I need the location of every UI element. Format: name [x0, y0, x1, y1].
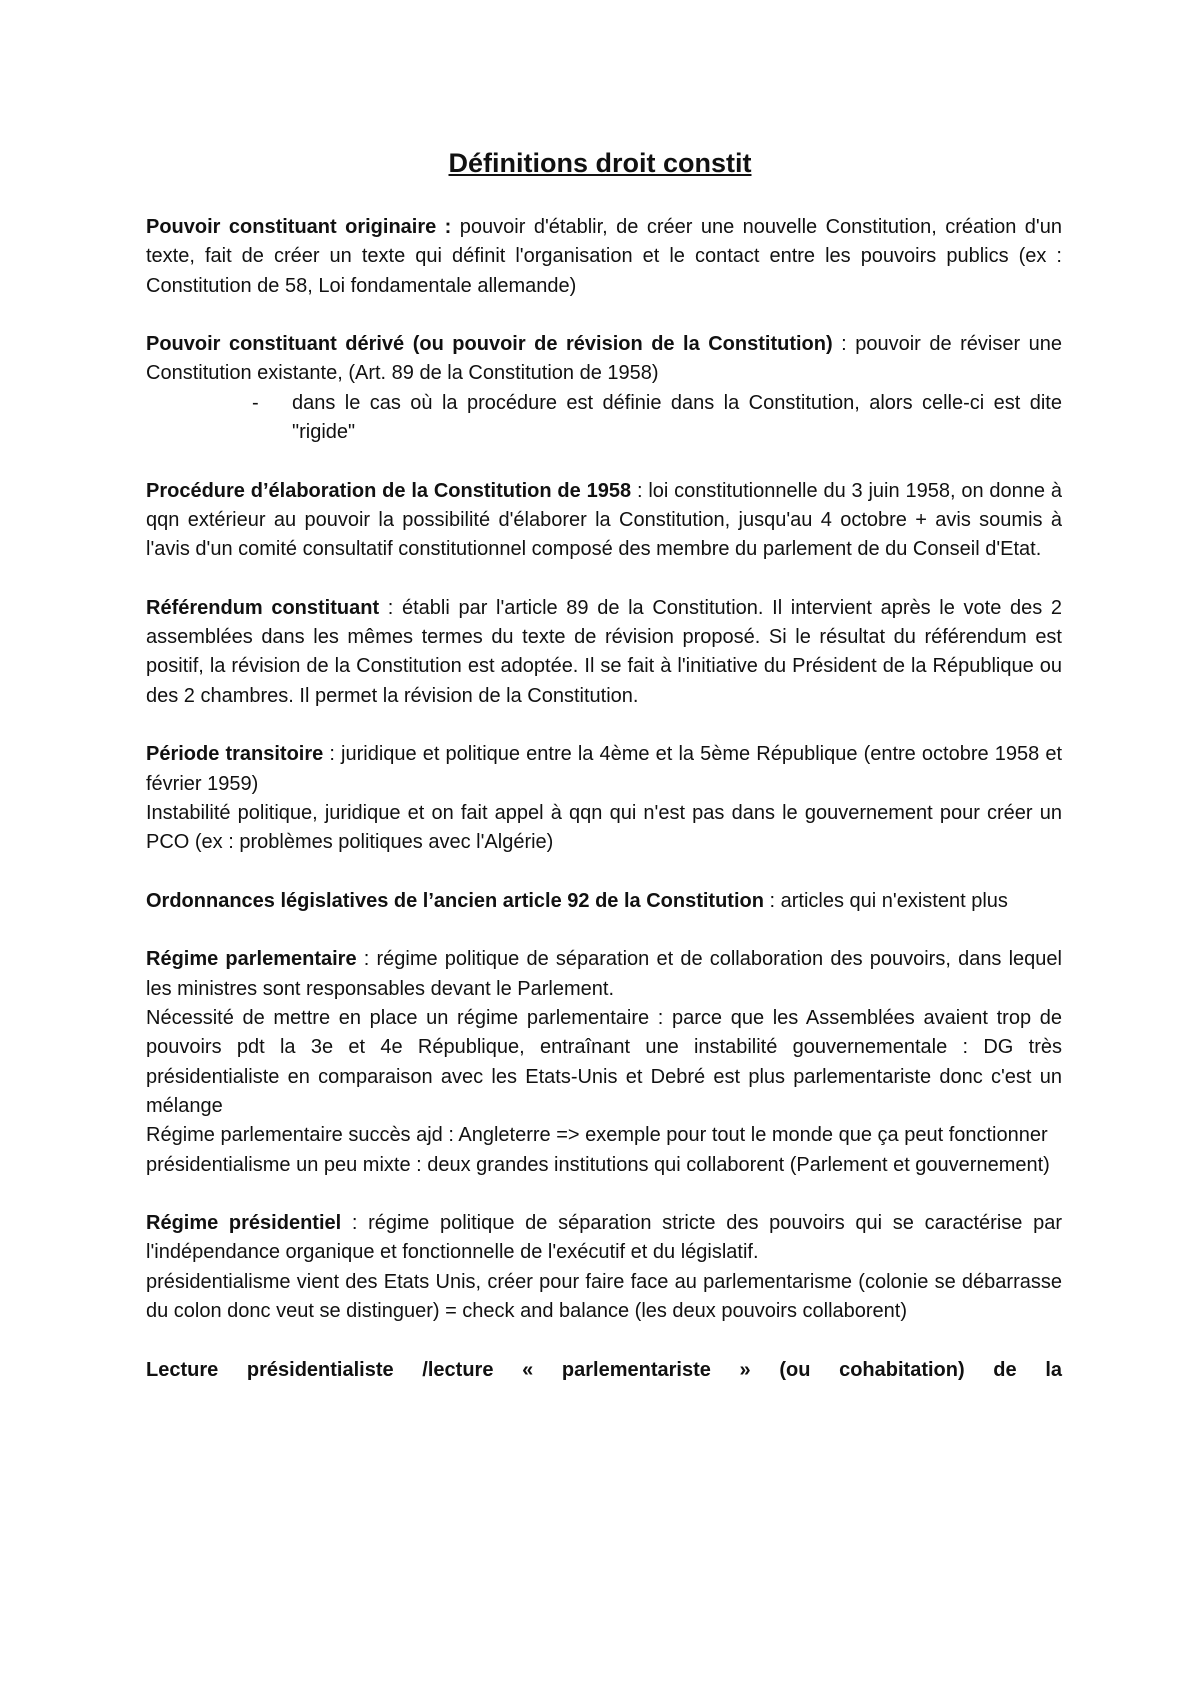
definition-extra: Régime parlementaire succès ajd : Angleterre => exemple pour tout le monde que ça peut fonctionner: [146, 1124, 1048, 1147]
definition-text: : régime politique de séparation stricte des pouvoirs qui se caractérise par l'indépendance organique et fonctionnelle de l'exécutif et du législatif.: [146, 1212, 1063, 1264]
definition-text: : articles qui n'existent plus: [763, 889, 1008, 912]
definition-paragraph: [146, 1209, 1062, 1268]
definition-paragraph: [146, 594, 1062, 711]
definition-term: Pouvoir constituant originaire :: [146, 216, 452, 238]
definition-term: Régime parlementaire: [146, 948, 357, 971]
definition-extra: Nécessité de mettre en place un régime parlementaire : parce que les Assemblées avaient trop de pouvoirs pdt la 3e et 4e République, entraînant une instabilité gouvernementale : DG très présidentialiste en comparaison avec les Etats-Unis et Debré est plus parlementariste donc c'est un mélange: [146, 1007, 1062, 1117]
definition-extra: présidentialisme vient des Etats Unis, créer pour faire face au parlementarisme (colonie se débarrasse du colon donc veut se distinguer) = check and balance (les deux pouvoirs collaborent): [146, 1270, 1062, 1322]
definition-text: : régime politique de séparation et de collaboration des pouvoirs, dans lequel les ministres sont responsables devant le Parlement.: [146, 948, 1062, 1000]
definition-term: Période transitoire: [146, 743, 324, 766]
definition-extra: présidentialisme un peu mixte : deux grandes institutions qui collaborent (Parlement et gouvernement): [146, 1153, 1050, 1176]
definition-paragraph: [146, 477, 1062, 565]
definition-text: : loi constitutionnelle du 3 juin 1958, on donne à qqn extérieur au pouvoir la possibilité d'élaborer la Constitution, jusqu'au 4 octobre + avis soumis à l'avis d'un comité consultatif constitutionnel composé des membre du parlement de du Conseil d'Etat.: [146, 479, 1062, 561]
definition-term: Référendum constituant: [146, 596, 380, 619]
definition-term: Pouvoir constituant dérivé (ou pouvoir de révision de la Constitution): [146, 333, 833, 356]
bullet-item: [146, 389, 1062, 448]
bullet-text: dans le cas où la procédure est définie dans la Constitution, alors celle-ci est dite "rigide": [292, 391, 1062, 444]
definition-extra: Instabilité politique, juridique et on fait appel à qqn qui n'est pas dans le gouvernement pour créer un PCO (ex : problèmes politiques avec l'Algérie): [146, 801, 1062, 854]
definition-paragraph: [146, 1356, 1062, 1385]
page-title: Définitions droit constit: [448, 148, 752, 178]
definition-term: Régime présidentiel: [146, 1212, 342, 1235]
bullet-dash: -: [252, 391, 259, 414]
definition-term: Procédure d’élaboration de la Constitution de 1958: [146, 479, 632, 502]
definition-paragraph: [146, 213, 1062, 301]
definition-text: pouvoir d'établir, de créer une nouvelle Constitution, création d'un texte, fait de créer un texte qui définit l'organisation et le contact entre les pouvoirs publics (ex : Constitution de 58, Loi fondamentale allemande): [146, 216, 1062, 297]
definition-term: Lecture présidentialiste /lecture « parlementariste » (ou cohabitation) de la: [146, 1358, 1062, 1381]
definition-text: : établi par l'article 89 de la Constitution. Il intervient après le vote des 2 assemblées dans les mêmes termes du texte de révision proposé. Si le résultat du référendum est positif, la révision de la Constitution est adoptée. Il se fait à l'initiative du Président de la République ou des 2 chambres. Il permet la révision de la Constitution.: [146, 596, 1062, 707]
definition-paragraph: [146, 330, 1062, 389]
definition-paragraph: [146, 945, 1062, 1004]
definition-paragraph: [146, 887, 1062, 916]
definition-text: : juridique et politique entre la 4ème et la 5ème République (entre octobre 1958 et février 1959): [146, 743, 1063, 795]
definition-term: Ordonnances législatives de l’ancien article 92 de la Constitution: [146, 889, 764, 912]
definition-text: : pouvoir de réviser une Constitution existante, (Art. 89 de la Constitution de 1958): [146, 333, 1062, 385]
document-body: [146, 213, 1062, 1385]
definition-paragraph: [146, 740, 1062, 799]
